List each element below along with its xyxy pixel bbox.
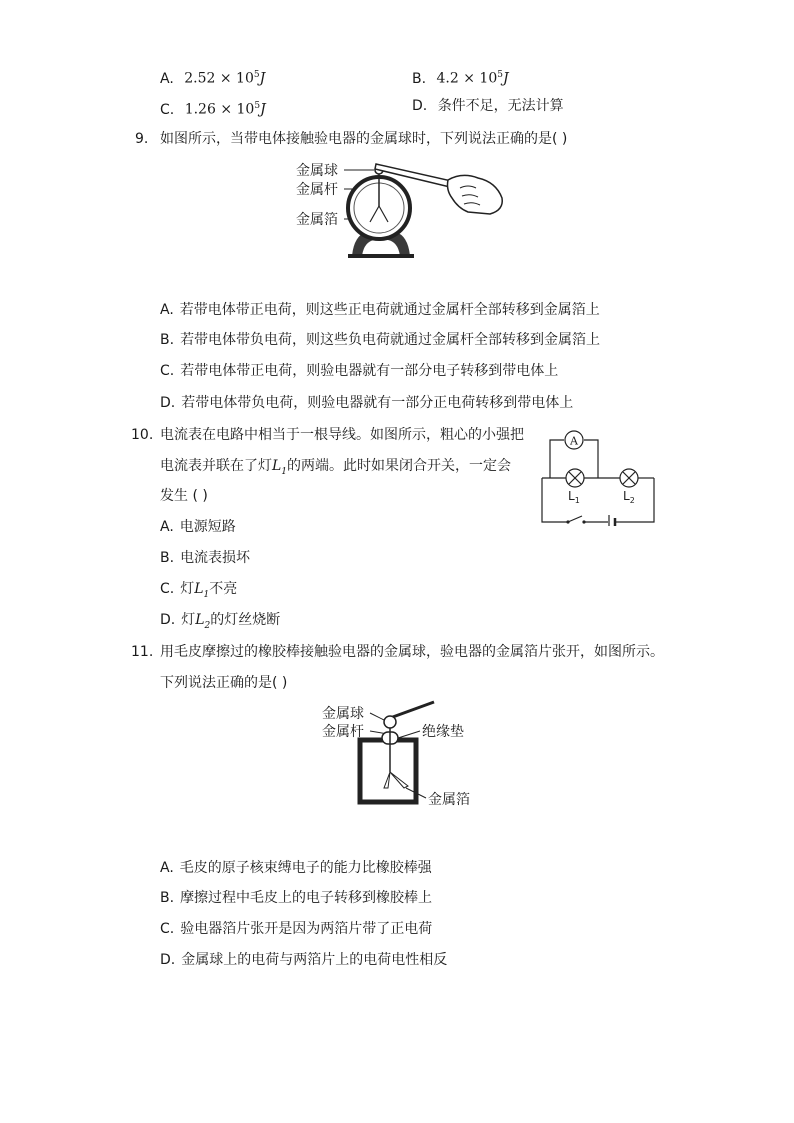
stem-text: 电流表并联在了灯 [160, 458, 272, 474]
option-base: 10 [479, 70, 498, 87]
option-letter: A. [160, 70, 174, 87]
label-metal-foil: 金属箔 [428, 792, 470, 808]
option-letter: C. [160, 101, 175, 118]
option-letter: C. [160, 581, 175, 597]
q9-option-c [160, 362, 558, 380]
times-sign: × [463, 70, 475, 87]
option-post: 不亮 [209, 581, 238, 597]
q9-option-b [160, 331, 600, 349]
option-text: 若带电体带正电荷，则这些正电荷就通过金属杆全部转移到金属箔上 [179, 302, 600, 318]
label-insulating-pad: 绝缘垫 [422, 724, 464, 740]
label-metal-rod: 金属杆 [322, 724, 364, 740]
q10-circuit-figure [536, 426, 660, 526]
q9-option-a [160, 301, 600, 319]
option-text: 若带电体带负电荷，则这些负电荷就通过金属杆全部转移到金属箔上 [180, 332, 601, 348]
q11-option-b [160, 889, 432, 907]
lamp-l2-label: $L_2$ [623, 489, 635, 505]
q10-option-b [160, 549, 250, 567]
label-metal-rod: 金属杆 [296, 182, 338, 198]
option-exp: 5 [253, 70, 260, 80]
label-metal-foil: 金属箔 [296, 212, 338, 228]
q11-number: 11. [131, 644, 154, 660]
option-text: 金属球上的电荷与两箔片上的电荷电性相反 [181, 952, 448, 968]
lamp-sub: 1 [281, 466, 288, 477]
option-pre: 灯 [180, 581, 195, 597]
q8-option-b [412, 66, 509, 88]
option-coef: 2.52 [184, 70, 216, 87]
q11-stem-line1: 用毛皮摩擦过的橡胶棒接触验电器的金属球，验电器的金属箔片张开，如图所示。 [160, 644, 664, 660]
battery-icon [609, 515, 620, 526]
lamp-sub: 1 [203, 589, 210, 600]
label-metal-ball: 金属球 [322, 706, 364, 722]
option-letter: B. [160, 332, 175, 348]
q8-option-a [160, 66, 265, 88]
option-letter: B. [160, 890, 175, 906]
times-sign: × [219, 70, 232, 87]
option-coef: 1.26 [184, 101, 216, 118]
q10-stem-line1: 电流表在电路中相当于一根导线。如图所示，粗心的小强把 [160, 427, 524, 443]
switch-icon [566, 516, 585, 524]
q11-electroscope-figure [318, 696, 480, 810]
option-coef: 4.2 [436, 70, 459, 87]
q9-electroscope-figure [292, 158, 507, 260]
option-unit: J [502, 70, 509, 87]
option-base: 10 [236, 70, 254, 87]
option-text: 电流表损坏 [180, 550, 251, 566]
option-text: 验电器箔片张开是因为两箔片带了正电荷 [180, 921, 433, 937]
option-unit: J [259, 70, 266, 87]
option-text: 若带电体带负电荷，则验电器就有一部分正电荷转移到带电体上 [181, 395, 574, 411]
option-exp: 5 [497, 70, 503, 80]
option-letter: B. [412, 70, 427, 87]
option-post: 的灯丝烧断 [210, 612, 281, 628]
option-text: 摩擦过程中毛皮上的电子转移到橡胶棒上 [180, 890, 433, 906]
q11-option-c [160, 920, 432, 938]
q10-stem-line2 [160, 457, 511, 481]
stem-text: 的两端。此时如果闭合开关，一定会 [287, 458, 512, 474]
times-sign: × [220, 101, 233, 118]
ammeter-label: A [570, 434, 578, 448]
q10-option-d [160, 611, 280, 635]
q11-option-d [160, 951, 447, 969]
lamp-var: L [194, 581, 204, 597]
option-pre: 灯 [181, 612, 196, 628]
option-letter: C. [160, 363, 175, 379]
option-letter: C. [160, 921, 175, 937]
option-letter: A. [160, 302, 174, 318]
q11-stem-line2: 下列说法正确的是( ) [160, 675, 288, 691]
q9-number: 9. [135, 131, 149, 147]
q10-option-c [160, 580, 237, 604]
option-text: 电源短路 [179, 519, 236, 535]
option-letter: A. [160, 860, 174, 876]
option-exp: 5 [254, 101, 261, 111]
q9-option-d [160, 394, 573, 412]
option-letter: A. [160, 519, 174, 535]
label-metal-ball: 金属球 [296, 163, 338, 179]
option-letter: D. [160, 952, 176, 968]
option-text: 毛皮的原子核束缚电子的能力比橡胶棒强 [179, 860, 432, 876]
lamp-l2-icon [620, 469, 638, 487]
option-letter: D. [160, 395, 176, 411]
option-text: 条件不足，无法计算 [437, 98, 564, 114]
lamp-var: L [272, 458, 282, 474]
q10-option-a [160, 518, 236, 536]
lamp-l1-label: $L_1$ [568, 489, 580, 505]
q11-option-a [160, 859, 432, 877]
option-letter: B. [160, 550, 175, 566]
option-text: 若带电体带正电荷，则验电器就有一部分电子转移到带电体上 [180, 363, 559, 379]
q10-stem-line3: 发生 ( ) [160, 488, 208, 504]
lamp-l1-icon [566, 469, 584, 487]
option-unit: J [260, 101, 266, 118]
lamp-sub: 2 [204, 620, 211, 631]
q10-number: 10. [131, 427, 154, 443]
option-letter: D. [160, 612, 176, 628]
option-base: 10 [236, 101, 255, 118]
q8-option-d [412, 97, 564, 115]
q9-stem: 如图所示，当带电体接触验电器的金属球时，下列说法正确的是( ) [160, 131, 568, 147]
q8-option-c [160, 97, 266, 119]
lamp-var: L [195, 612, 205, 628]
option-letter: D. [412, 98, 428, 114]
